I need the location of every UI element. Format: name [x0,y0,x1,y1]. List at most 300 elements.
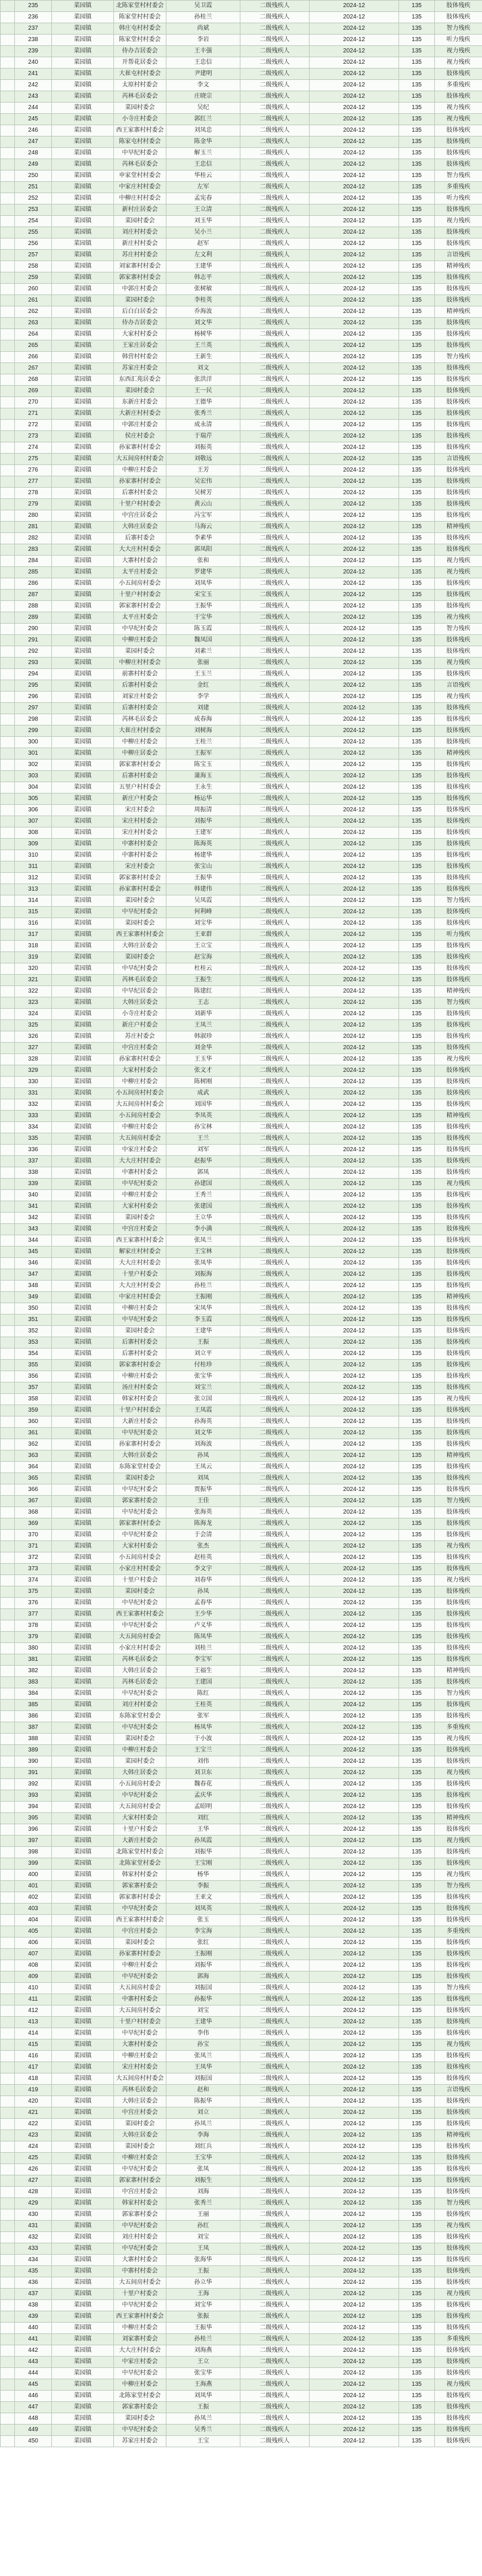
cell-type: 肢体残疾 [435,2005,482,2017]
cell-type: 肢体残疾 [435,669,482,680]
table-row [1,714,482,726]
cell-type: 肢体残疾 [435,963,482,975]
cell-name: 张建国 [166,1201,240,1213]
cell-town: 菜园镇 [52,2221,114,2232]
cell-type: 肢体残疾 [435,1088,482,1099]
row-gutter [1,963,15,975]
cell-village: 大新庄村委会 [114,1416,166,1428]
cell-period: 2024-12 [310,1439,399,1450]
table-row [1,1813,482,1824]
cell-type: 肢体残疾 [435,850,482,861]
cell-village: 宋庄村委会 [114,805,166,816]
cell-no: 254 [15,216,52,227]
row-gutter [1,1688,15,1700]
cell-category: 二级残疾人 [240,182,310,193]
cell-village: 中柳庄村委会 [114,1122,166,1133]
cell-village: 中宫庄村委会 [114,1224,166,1235]
cell-category: 二级残疾人 [240,1247,310,1258]
cell-village: 西王家寨村村委会 [114,1235,166,1247]
cell-village: 中早纪村委会 [114,2164,166,2175]
cell-type: 多重残疾 [435,2334,482,2345]
cell-type: 智力残疾 [435,23,482,35]
cell-period: 2024-12 [310,2096,399,2107]
cell-name: 李海 [166,2130,240,2141]
row-gutter [1,1179,15,1190]
cell-village: 中柳庄村委会 [114,1077,166,1088]
table-row [1,1711,482,1722]
row-gutter [1,182,15,193]
cell-name: 王建国 [166,1677,240,1688]
cell-village: 郭家寨村村委会 [114,1518,166,1530]
cell-category: 二级残疾人 [240,1552,310,1564]
cell-type: 视力残疾 [435,567,482,578]
cell-type: 肢体残疾 [435,1258,482,1269]
row-gutter [1,1677,15,1688]
cell-no: 248 [15,148,52,159]
cell-town: 菜园镇 [52,171,114,182]
cell-name: 李岩 [166,35,240,46]
cell-name: 刘国华 [166,1099,240,1111]
cell-name: 黄云山 [166,499,240,510]
cell-amount: 135 [399,714,435,726]
cell-village: 陈家堂村村委会 [114,12,166,23]
table-row [1,510,482,522]
cell-town: 菜园镇 [52,1167,114,1179]
cell-category: 二级残疾人 [240,80,310,91]
cell-town: 菜园镇 [52,1960,114,1971]
cell-no: 261 [15,295,52,306]
row-gutter [1,1768,15,1779]
cell-category: 二级残疾人 [240,1416,310,1428]
cell-type: 肢体残疾 [435,805,482,816]
table-row [1,1099,482,1111]
cell-no: 243 [15,91,52,103]
table-row [1,703,482,714]
cell-amount: 135 [399,658,435,669]
cell-village: 大五间房村村委会 [114,1099,166,1111]
cell-period: 2024-12 [310,646,399,658]
cell-name: 魏凤国 [166,635,240,646]
row-gutter [1,374,15,386]
cell-period: 2024-12 [310,760,399,771]
table-row [1,204,482,216]
cell-no: 415 [15,2039,52,2051]
cell-village: 大大庄村村委会 [114,1156,166,1167]
cell-name: 王立华 [166,1213,240,1224]
row-gutter [1,1790,15,1802]
cell-village: 中早纪村委会 [114,1722,166,1734]
cell-no: 384 [15,1688,52,1700]
cell-amount: 135 [399,1190,435,1201]
cell-category: 二级残疾人 [240,1484,310,1496]
cell-amount: 135 [399,2368,435,2379]
cell-town: 菜园镇 [52,827,114,839]
cell-name: 王玉兰 [166,669,240,680]
cell-type: 肢体残疾 [435,1326,482,1337]
table-row [1,1213,482,1224]
cell-category: 二级残疾人 [240,250,310,261]
table-row [1,1575,482,1586]
table-row [1,1043,482,1054]
cell-category: 二级残疾人 [240,23,310,35]
cell-category: 二级残疾人 [240,2334,310,2345]
cell-amount: 135 [399,510,435,522]
cell-period: 2024-12 [310,1258,399,1269]
cell-name: 王凤兰 [166,1020,240,1031]
cell-type: 肢体残疾 [435,91,482,103]
cell-name: 贾振华 [166,1484,240,1496]
cell-amount: 135 [399,1734,435,1745]
cell-town: 菜园镇 [52,1043,114,1054]
cell-amount: 135 [399,397,435,408]
row-gutter [1,510,15,522]
cell-type: 肢体残疾 [435,12,482,23]
table-row [1,340,482,352]
row-gutter [1,590,15,601]
cell-category: 二级残疾人 [240,1960,310,1971]
cell-period: 2024-12 [310,250,399,261]
cell-amount: 135 [399,238,435,250]
cell-period: 2024-12 [310,2425,399,2436]
cell-name: 刘海 [166,2187,240,2198]
cell-town: 菜园镇 [52,1779,114,1790]
cell-amount: 135 [399,363,435,374]
cell-category: 二级残疾人 [240,601,310,612]
cell-town: 菜园镇 [52,1281,114,1292]
cell-amount: 135 [399,2277,435,2289]
cell-name: 王建军 [166,827,240,839]
cell-category: 二级残疾人 [240,2255,310,2266]
cell-no: 422 [15,2119,52,2130]
cell-category: 二级残疾人 [240,861,310,873]
cell-period: 2024-12 [310,873,399,884]
row-gutter [1,1043,15,1054]
cell-name: 张振 [166,2311,240,2323]
cell-no: 283 [15,544,52,556]
cell-town: 菜园镇 [52,1190,114,1201]
cell-no: 372 [15,1552,52,1564]
cell-category: 二级残疾人 [240,1643,310,1654]
cell-town: 菜园镇 [52,793,114,805]
cell-type: 肢体残疾 [435,1065,482,1077]
cell-amount: 135 [399,1179,435,1190]
table-row [1,522,482,533]
cell-town: 菜园镇 [52,1065,114,1077]
cell-village: 中柳庄村委会 [114,1960,166,1971]
cell-period: 2024-12 [310,1745,399,1756]
cell-village: 北陈家堂村村委会 [114,1,166,12]
cell-amount: 135 [399,1394,435,1405]
table-row [1,1768,482,1779]
table-row [1,1926,482,1938]
cell-town: 菜园镇 [52,23,114,35]
table-row [1,941,482,952]
cell-category: 二级残疾人 [240,2051,310,2062]
cell-amount: 135 [399,2345,435,2357]
cell-type: 肢体残疾 [435,2300,482,2311]
row-gutter [1,1133,15,1145]
cell-period: 2024-12 [310,805,399,816]
cell-period: 2024-12 [310,1179,399,1190]
row-gutter [1,2379,15,2391]
cell-village: 小五间房村村委会 [114,1088,166,1099]
cell-village: 刘家寨村村委会 [114,261,166,272]
cell-category: 二级残疾人 [240,2005,310,2017]
cell-name: 赵和 [166,2085,240,2096]
cell-town: 菜园镇 [52,1247,114,1258]
cell-town: 菜园镇 [52,431,114,442]
cell-village: 中早纪村委会 [114,1428,166,1439]
cell-no: 299 [15,726,52,737]
cell-no: 388 [15,1734,52,1745]
cell-town: 菜园镇 [52,884,114,895]
cell-period: 2024-12 [310,386,399,397]
row-gutter [1,1518,15,1530]
cell-town: 菜园镇 [52,1620,114,1632]
table-row [1,2017,482,2028]
cell-town: 菜园镇 [52,1349,114,1360]
cell-village: 中早纪村委会 [114,1315,166,1326]
cell-name: 刘军 [166,1145,240,1156]
cell-village: 小五间房村委会 [114,1779,166,1790]
cell-amount: 135 [399,646,435,658]
row-gutter [1,2153,15,2164]
cell-name: 刘海波 [166,1439,240,1450]
cell-amount: 135 [399,1586,435,1598]
table-row [1,1722,482,1734]
row-gutter [1,442,15,454]
cell-no: 333 [15,1111,52,1122]
row-gutter [1,1700,15,1711]
cell-no: 313 [15,884,52,895]
cell-town: 菜园镇 [52,2413,114,2425]
table-row [1,1858,482,1870]
cell-no: 440 [15,2323,52,2334]
cell-no: 301 [15,748,52,760]
cell-period: 2024-12 [310,827,399,839]
cell-amount: 135 [399,465,435,476]
row-gutter [1,646,15,658]
cell-category: 二级残疾人 [240,1790,310,1802]
table-row [1,1643,482,1654]
cell-category: 二级残疾人 [240,1575,310,1586]
cell-category: 二级残疾人 [240,635,310,646]
cell-village: 新庄户村委会 [114,1020,166,1031]
cell-town: 菜园镇 [52,1654,114,1666]
row-gutter [1,1292,15,1303]
cell-name: 刘凤华 [166,2391,240,2402]
cell-amount: 135 [399,1802,435,1813]
cell-town: 菜园镇 [52,159,114,171]
cell-name: 刘红兵 [166,2141,240,2153]
cell-village: 中寨村村委会 [114,2266,166,2277]
cell-village: 孙家寨村村委会 [114,1949,166,1960]
cell-amount: 135 [399,1167,435,1179]
cell-category: 二级残疾人 [240,1371,310,1382]
table-row [1,997,482,1009]
row-gutter [1,997,15,1009]
table-row [1,1960,482,1971]
cell-town: 菜园镇 [52,284,114,295]
cell-no: 446 [15,2391,52,2402]
cell-no: 346 [15,1258,52,1269]
cell-period: 2024-12 [310,1043,399,1054]
cell-amount: 135 [399,771,435,782]
cell-village: 十里户村委会 [114,1269,166,1281]
table-row [1,816,482,827]
cell-name: 王佳 [166,1496,240,1507]
cell-village: 大五间房村村委会 [114,454,166,465]
cell-category: 二级残疾人 [240,397,310,408]
cell-type: 言语残疾 [435,680,482,692]
cell-category: 二级残疾人 [240,692,310,703]
cell-town: 菜园镇 [52,204,114,216]
cell-town: 菜园镇 [52,975,114,986]
cell-type: 肢体残疾 [435,590,482,601]
cell-period: 2024-12 [310,907,399,918]
cell-type: 肢体残疾 [435,714,482,726]
cell-name: 吴秀兰 [166,2425,240,2436]
row-gutter [1,284,15,295]
cell-no: 285 [15,567,52,578]
cell-amount: 135 [399,1043,435,1054]
cell-type: 精神残疾 [435,1666,482,1677]
cell-village: 中早纪村委会 [114,2028,166,2039]
cell-name: 张洪洋 [166,374,240,386]
cell-amount: 135 [399,261,435,272]
cell-village: 西王家寨村村委会 [114,125,166,137]
cell-no: 420 [15,2096,52,2107]
cell-period: 2024-12 [310,2017,399,2028]
cell-village: 西王家寨村村委会 [114,929,166,941]
cell-town: 菜园镇 [52,1586,114,1598]
cell-town: 菜园镇 [52,748,114,760]
cell-period: 2024-12 [310,171,399,182]
cell-town: 菜园镇 [52,556,114,567]
row-gutter [1,895,15,907]
cell-type: 精神残疾 [435,1292,482,1303]
cell-period: 2024-12 [310,1315,399,1326]
cell-village: 郭家寨村委会 [114,1881,166,1892]
cell-category: 二级残疾人 [240,612,310,624]
cell-town: 菜园镇 [52,227,114,238]
cell-no: 268 [15,374,52,386]
cell-category: 二级残疾人 [240,1382,310,1394]
cell-village: 菜园村委会 [114,918,166,929]
row-gutter [1,1484,15,1496]
cell-town: 菜园镇 [52,148,114,159]
cell-type: 智力残疾 [435,1688,482,1700]
cell-no: 298 [15,714,52,726]
cell-town: 菜园镇 [52,1983,114,1994]
cell-village: 西王家寨村村委会 [114,1609,166,1620]
row-gutter [1,2062,15,2073]
cell-village: 侍办吉居委会 [114,46,166,57]
cell-town: 菜园镇 [52,1496,114,1507]
cell-category: 二级残疾人 [240,1235,310,1247]
cell-town: 菜园镇 [52,2334,114,2345]
row-gutter [1,2039,15,2051]
table-row [1,148,482,159]
cell-name: 乔海波 [166,306,240,318]
cell-village: 刘庄村村委会 [114,2232,166,2243]
cell-period: 2024-12 [310,1994,399,2005]
cell-period: 2024-12 [310,771,399,782]
table-row [1,2300,482,2311]
cell-period: 2024-12 [310,2289,399,2300]
cell-no: 324 [15,1009,52,1020]
table-row [1,1235,482,1247]
cell-period: 2024-12 [310,2028,399,2039]
table-row [1,2243,482,2255]
cell-no: 267 [15,363,52,374]
cell-type: 肢体残疾 [435,1315,482,1326]
cell-town: 菜园镇 [52,2039,114,2051]
cell-type: 肢体残疾 [435,2175,482,2187]
cell-type: 肢体残疾 [435,2187,482,2198]
cell-category: 二级残疾人 [240,760,310,771]
cell-category: 二级残疾人 [240,2221,310,2232]
cell-town: 菜园镇 [52,2119,114,2130]
cell-village: 中柳庄村委会 [114,1190,166,1201]
table-row [1,363,482,374]
cell-amount: 135 [399,2187,435,2198]
cell-type: 肢体残疾 [435,544,482,556]
cell-village: 中家庄村村委会 [114,1292,166,1303]
table-row [1,182,482,193]
cell-no: 356 [15,1371,52,1382]
table-row [1,227,482,238]
cell-amount: 135 [399,624,435,635]
cell-town: 菜园镇 [52,1201,114,1213]
row-gutter [1,1439,15,1450]
cell-village: 后寨村村委会 [114,771,166,782]
cell-name: 王亚文 [166,1892,240,1904]
cell-amount: 135 [399,488,435,499]
cell-town: 菜园镇 [52,1439,114,1450]
cell-village: 侯庄村委会 [114,431,166,442]
cell-period: 2024-12 [310,544,399,556]
table-row [1,114,482,125]
table-row [1,216,482,227]
cell-town: 菜园镇 [52,2391,114,2402]
cell-village: 菜园村委会 [114,1938,166,1949]
row-gutter [1,1156,15,1167]
cell-period: 2024-12 [310,839,399,850]
row-gutter [1,1564,15,1575]
cell-amount: 135 [399,1133,435,1145]
cell-type: 肢体残疾 [435,2209,482,2221]
cell-amount: 135 [399,1020,435,1031]
cell-town: 菜园镇 [52,2107,114,2119]
cell-town: 菜园镇 [52,544,114,556]
cell-period: 2024-12 [310,2085,399,2096]
cell-amount: 135 [399,159,435,171]
cell-name: 刘凤忠 [166,125,240,137]
cell-no: 275 [15,454,52,465]
cell-amount: 135 [399,1790,435,1802]
cell-village: 孙家寨村村委会 [114,442,166,454]
cell-period: 2024-12 [310,238,399,250]
table-row [1,488,482,499]
cell-amount: 135 [399,590,435,601]
row-gutter [1,352,15,363]
cell-no: 251 [15,182,52,193]
cell-type: 肢体残疾 [435,1938,482,1949]
cell-village: 后寨村村委会 [114,680,166,692]
cell-village: 孙家寨村村委会 [114,884,166,895]
cell-category: 二级残疾人 [240,488,310,499]
